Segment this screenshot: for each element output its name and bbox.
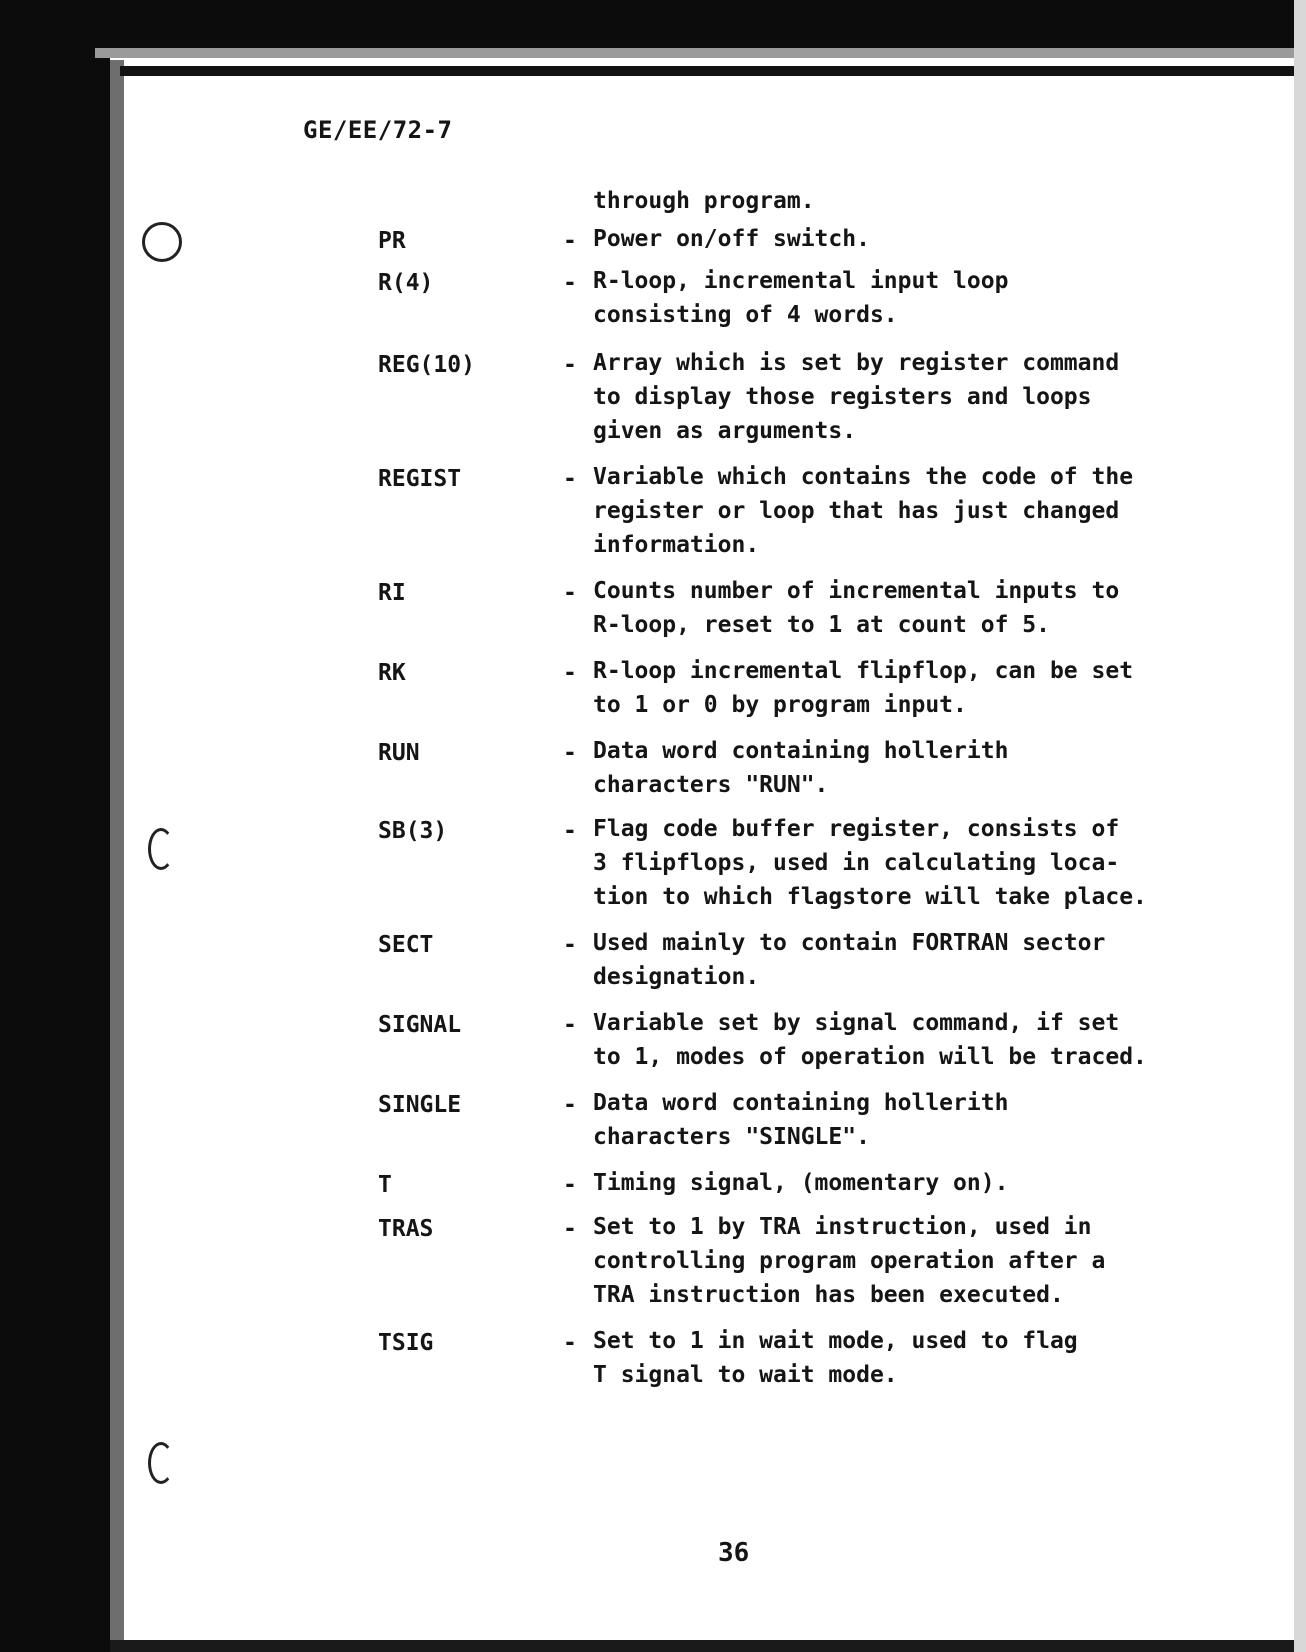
entry-definition (593, 1166, 1163, 1200)
punch-hole (148, 828, 174, 870)
entry-dash: - (563, 270, 577, 296)
definition-line: TRA instruction has been executed. (593, 1282, 1064, 1308)
entry-term: REGIST (378, 466, 462, 492)
scan-border-left (0, 0, 110, 1652)
entry-dash: - (563, 1216, 577, 1242)
entry-definition (593, 926, 1163, 994)
entry-definition (593, 222, 1163, 256)
definition-line: Set to 1 by TRA instruction, used in (593, 1214, 1092, 1240)
entry-dash: - (563, 1012, 577, 1038)
definition-line: Power on/off switch. (593, 226, 870, 252)
page-number: 36 (718, 1538, 750, 1568)
scan-edge-rule (120, 66, 1306, 76)
definition-line: Set to 1 in wait mode, used to flag (593, 1328, 1078, 1354)
definition-line: register or loop that has just changed (593, 498, 1120, 524)
entry-dash: - (563, 818, 577, 844)
entry-term: SINGLE (378, 1092, 462, 1118)
entry-definition (593, 346, 1163, 448)
entry-definition (593, 1324, 1163, 1392)
entry-term: SB(3) (378, 818, 448, 844)
continuation-text: through program. (593, 188, 815, 214)
entry-term: SECT (378, 932, 434, 958)
definition-line: consisting of 4 words. (593, 302, 898, 328)
definition-line: Variable which contains the code of the (593, 464, 1134, 490)
entry-term: RI (378, 580, 406, 606)
definition-line: given as arguments. (593, 418, 857, 444)
definition-line: Used mainly to contain FORTRAN sector (593, 930, 1106, 956)
entry-dash: - (563, 740, 577, 766)
punch-hole (148, 1442, 174, 1484)
scan-shadow-left (110, 60, 124, 1652)
definition-line: controlling program operation after a (593, 1248, 1106, 1274)
entry-definition (593, 1086, 1163, 1154)
definition-line: to display those registers and loops (593, 384, 1092, 410)
entry-term: TSIG (378, 1330, 434, 1356)
definition-line: Data word containing hollerith (593, 738, 1009, 764)
definition-line: characters "SINGLE". (593, 1124, 870, 1150)
definition-line: R-loop incremental flipflop, can be set (593, 658, 1134, 684)
document-id: GE/EE/72-7 (303, 116, 453, 144)
entry-dash: - (563, 352, 577, 378)
entry-dash: - (563, 580, 577, 606)
entry-dash: - (563, 1330, 577, 1356)
entry-definition (593, 812, 1163, 914)
definition-line: tion to which flagstore will take place. (593, 884, 1147, 910)
entry-term: PR (378, 228, 406, 254)
entry-definition (593, 654, 1163, 722)
entry-definition (593, 460, 1163, 562)
scan-shadow-top (95, 48, 1306, 58)
entry-definition (593, 1210, 1163, 1312)
definition-line: information. (593, 532, 760, 558)
definition-line: 3 flipflops, used in calculating loca- (593, 850, 1120, 876)
entry-definition (593, 734, 1163, 802)
entry-term: TRAS (378, 1216, 434, 1242)
scan-border-bottom (110, 1640, 1306, 1652)
definition-line: Data word containing hollerith (593, 1090, 1009, 1116)
entry-dash: - (563, 228, 577, 254)
definition-line: Timing signal, (momentary on). (593, 1170, 1009, 1196)
entry-dash: - (563, 660, 577, 686)
punch-hole (142, 222, 182, 262)
definition-line: characters "RUN". (593, 772, 829, 798)
definition-line: R-loop, reset to 1 at count of 5. (593, 612, 1050, 638)
definition-line: Array which is set by register command (593, 350, 1120, 376)
scan-border-right (1294, 0, 1306, 1652)
entry-definition (593, 1006, 1163, 1074)
definition-line: designation. (593, 964, 760, 990)
definition-line: R-loop, incremental input loop (593, 268, 1009, 294)
definition-line: T signal to wait mode. (593, 1362, 898, 1388)
entry-definition (593, 574, 1163, 642)
entry-dash: - (563, 1092, 577, 1118)
entry-term: T (378, 1172, 392, 1198)
definition-line: to 1 or 0 by program input. (593, 692, 967, 718)
entry-term: RUN (378, 740, 420, 766)
entry-dash: - (563, 932, 577, 958)
definition-line: Counts number of incremental inputs to (593, 578, 1120, 604)
entry-dash: - (563, 466, 577, 492)
entry-term: RK (378, 660, 406, 686)
entry-dash: - (563, 1172, 577, 1198)
scan-border-top (95, 0, 1306, 48)
entry-term: R(4) (378, 270, 434, 296)
entry-definition (593, 264, 1163, 332)
definition-line: Variable set by signal command, if set (593, 1010, 1120, 1036)
entry-term: REG(10) (378, 352, 475, 378)
definition-line: to 1, modes of operation will be traced. (593, 1044, 1147, 1070)
definition-line: Flag code buffer register, consists of (593, 816, 1120, 842)
entry-term: SIGNAL (378, 1012, 462, 1038)
